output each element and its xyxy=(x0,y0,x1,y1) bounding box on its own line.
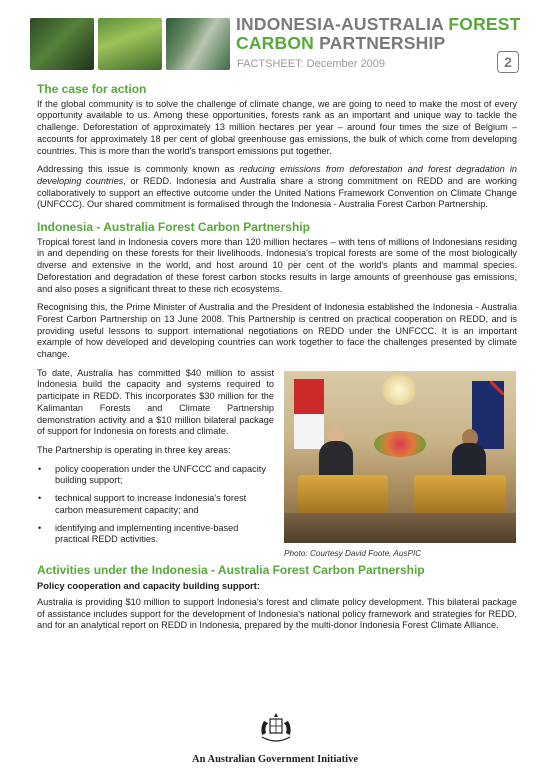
signing-table-left xyxy=(298,475,388,513)
forest-photo xyxy=(30,18,94,70)
photo-column xyxy=(284,368,517,560)
signing-table-right xyxy=(414,475,506,513)
subheading-policy: Policy cooperation and capacity building support: xyxy=(37,580,260,592)
paragraph: The Partnership is operating in three key areas: xyxy=(37,444,231,455)
factsheet-title xyxy=(236,15,521,53)
text-run-italic: reducing emissions from deforestation and forest degradation in developing countries xyxy=(37,164,517,186)
title-part: INDONESIA-AUSTRALIA xyxy=(236,14,449,34)
paragraph: Tropical forest land in Indonesia covers more than 120 million hectares – with tens of millions of Indonesians residing in and depending on these forests for their livelihoods. Indonesia's tropical forests are some of the most biologically diverse and extensive in the world, and host around 10 per cent of the world's plants and mammal species. Deforestation and degradation of these forest carbon stocks results in large amounts of greenhouse gas emissions, and also poses a significant threat to these rich ecosystems. xyxy=(37,236,517,294)
floor xyxy=(284,513,516,543)
chandelier xyxy=(379,375,419,405)
coat-of-arms-icon xyxy=(256,711,296,745)
flower-arrangement xyxy=(374,431,426,457)
list-item: • identifying and implementing incentive-based practical REDD activities. xyxy=(37,523,274,546)
footer-tagline: An Australian Government Initiative xyxy=(192,754,358,765)
title-part: PARTNERSHIP xyxy=(319,33,446,53)
key-areas-list xyxy=(37,464,274,546)
text-run: Addressing this issue is commonly known as xyxy=(37,164,240,175)
indonesia-flag xyxy=(294,379,324,449)
section-heading-partnership: Indonesia - Australia Forest Carbon Partnership xyxy=(37,220,310,235)
list-item: • technical support to increase Indonesia's forest carbon measurement capacity; and xyxy=(37,493,274,516)
signing-ceremony-photo xyxy=(284,371,516,543)
partnership-text-column xyxy=(37,368,274,560)
aerial-river-photo xyxy=(166,18,230,70)
paragraph xyxy=(37,164,517,211)
factsheet-number-badge: 2 xyxy=(497,51,519,73)
canopy-photo xyxy=(98,18,162,70)
text-with-photo xyxy=(37,368,517,560)
header-photo-strip xyxy=(30,18,230,70)
title-part-green: CARBON xyxy=(236,33,320,53)
text-run: , or REDD. Indonesia and Australia share a strong commitment on REDD and are working collaboratively to support an effective outcome under the United Nations Framework Convention on Climate Change (UNFCCC). Our shared commitment is formalised through the Indonesia - Australia Forest Carbon Partnership. xyxy=(37,175,517,210)
paragraph: To date, Australia has committed $40 million to assist Indonesia build the capacity and systems required to participate in REDD. This incorporates $30 million for the Kalimantan Forests and Climate Partnership demonstration activity and a $10 million bilateral package of support for Indonesia on forests and climate. xyxy=(37,367,274,437)
photo-caption: Photo: Courtesy David Foote, AusPIC xyxy=(284,548,422,558)
paragraph: If the global community is to solve the challenge of climate change, we are going to need to make the most of every opportunity available to us. Among these opportunities, forests rank as an important and unique way to tackle the challenge. Deforestation of approximately 13 million hectares per year – around four times the size of Belgium – accounts for approximately 18 per cent of global greenhouse gas emissions, the bulk of which come from developing countries. This is more than the world's transport emissions put together. xyxy=(37,98,517,156)
document-body xyxy=(37,84,517,639)
union-jack-canton xyxy=(490,381,504,395)
section-heading-activities: Activities under the Indonesia - Australia Forest Carbon Partnership xyxy=(37,563,425,578)
list-item: • policy cooperation under the UNFCCC and capacity building support; xyxy=(37,464,274,487)
factsheet-date: FACTSHEET: December 2009 xyxy=(237,58,385,70)
paragraph: Australia is providing $10 million to support Indonesia's forest and climate policy development. This bilateral package of assistance includes support for the development of Indonesia's national policy framework and strategies for REDD, and for an analytical report on REDD in Indonesia, prepared by the multi-donor Indonesia Forest Climate Alliance. xyxy=(37,596,517,631)
title-part-green: FOREST xyxy=(448,14,521,34)
section-heading-case: The case for action xyxy=(37,82,147,96)
paragraph: Recognising this, the Prime Minister of Australia and the President of Indonesia established the Indonesia - Australia Forest Carbon Partnership on 13 June 2008. This Partnership is centred on practical cooperation on REDD, and is providing useful lessons to support international negotiations on REDD under the UNFCCC. It is an important example of how developed and developing countries can work together to face the challenges presented by climate change. xyxy=(37,302,517,360)
